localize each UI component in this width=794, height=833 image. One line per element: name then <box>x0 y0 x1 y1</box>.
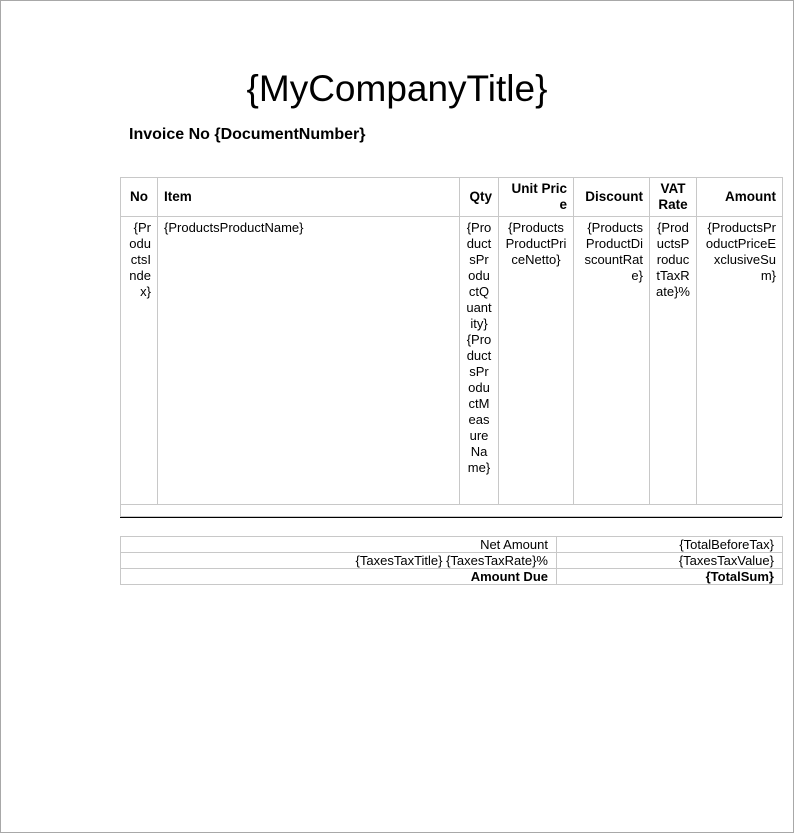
tax-row <box>121 553 783 569</box>
column-header-qty: Qty <box>460 178 499 217</box>
column-header-unit-price: Unit Price <box>499 178 574 217</box>
tax-value: {TaxesTaxValue} <box>557 553 783 569</box>
table-row <box>121 217 783 505</box>
cell-discount: {ProductsProductDiscountRate} <box>574 217 650 505</box>
amount-due-row <box>121 569 783 585</box>
items-table <box>120 177 783 517</box>
net-amount-value: {TotalBeforeTax} <box>557 537 783 553</box>
column-header-item: Item <box>158 178 460 217</box>
table-spacer-row <box>121 505 783 517</box>
column-header-vat-rate: VAT Rate <box>650 178 697 217</box>
column-header-amount: Amount <box>697 178 783 217</box>
cell-item: {ProductsProductName} <box>158 217 460 505</box>
cell-vat-rate: {ProductsProductTaxRate}% <box>650 217 697 505</box>
net-amount-label: Net Amount <box>121 537 557 553</box>
cell-no: {ProductsIndex} <box>121 217 158 505</box>
company-title: {MyCompanyTitle} <box>246 68 548 109</box>
amount-due-value: {TotalSum} <box>557 569 783 585</box>
cell-qty: {ProductsProductQuantity} {ProductsProductMeasureName} <box>460 217 499 505</box>
totals-divider <box>120 517 782 518</box>
tax-label: {TaxesTaxTitle} {TaxesTaxRate}% <box>121 553 557 569</box>
cell-amount: {ProductsProductPriceExclusiveSum} <box>697 217 783 505</box>
amount-due-label: Amount Due <box>121 569 557 585</box>
items-header-row <box>121 178 783 217</box>
cell-unit-price: {ProductsProductPriceNetto} <box>499 217 574 505</box>
invoice-number-heading: Invoice No {DocumentNumber} <box>129 126 366 143</box>
totals-table <box>120 536 783 585</box>
column-header-discount: Discount <box>574 178 650 217</box>
net-amount-row <box>121 537 783 553</box>
column-header-no: No <box>121 178 158 217</box>
spacer-cell <box>121 505 783 517</box>
